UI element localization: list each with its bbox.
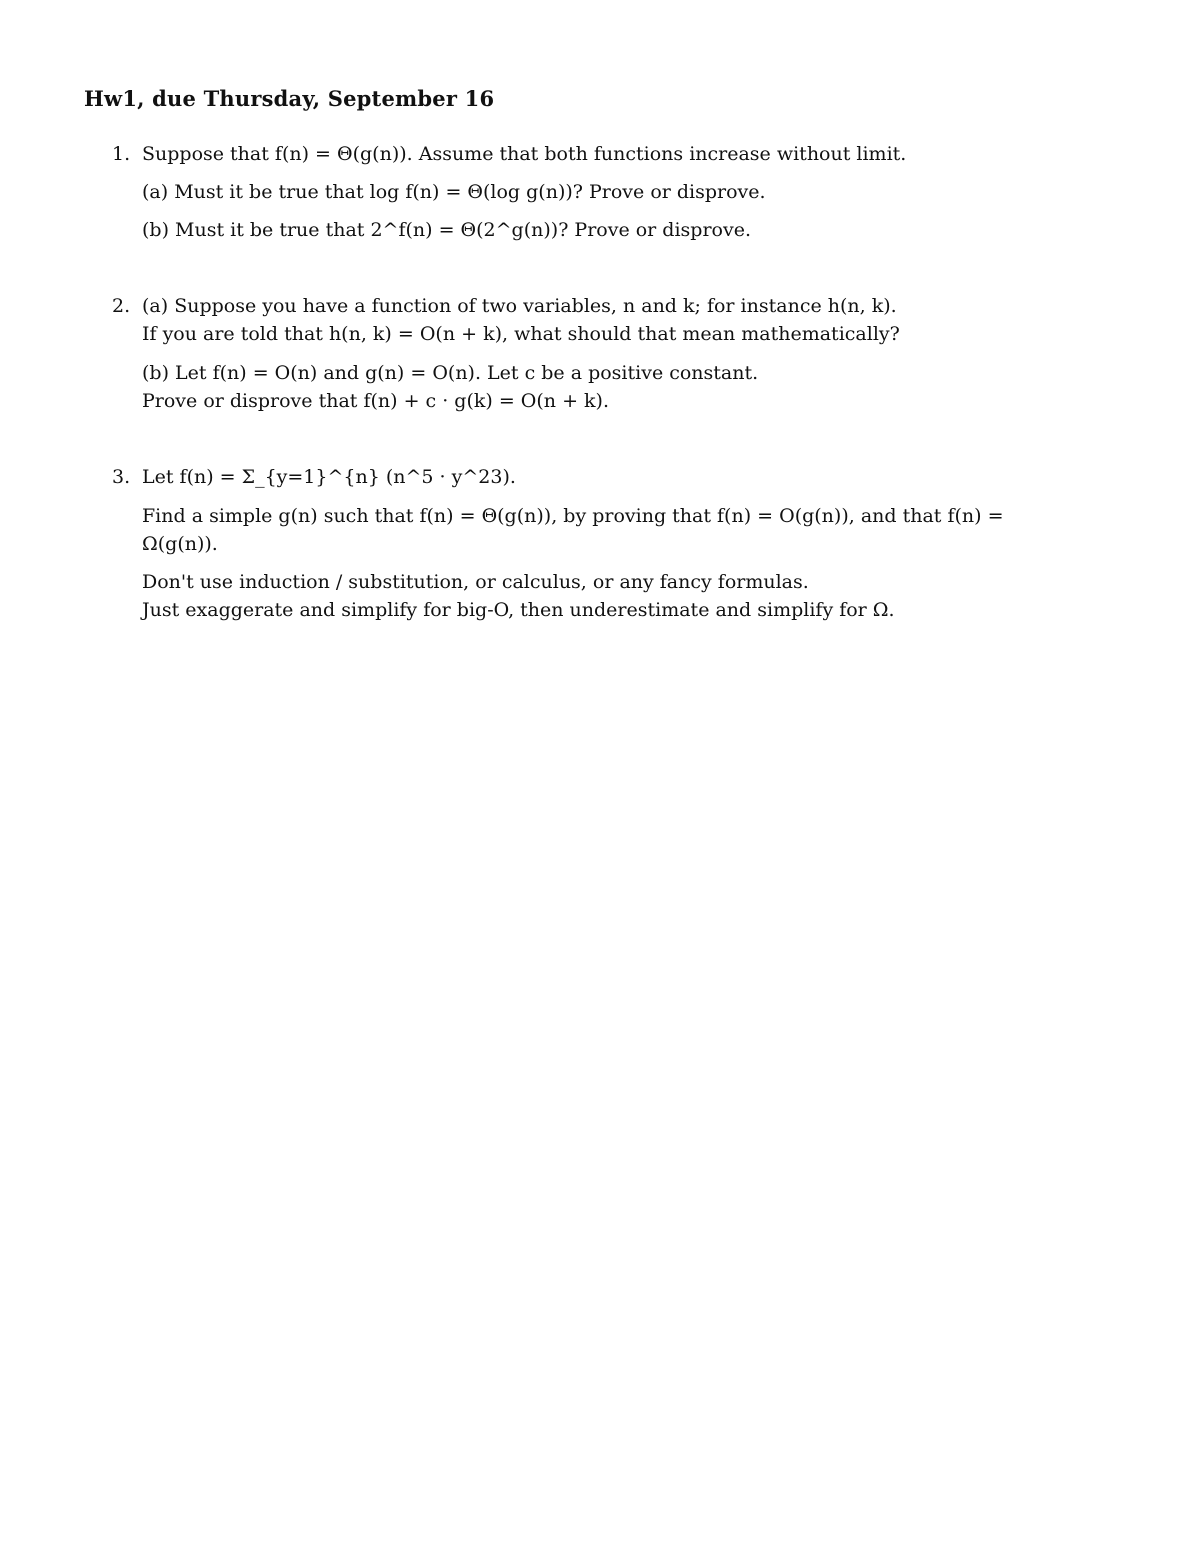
- problem-1-number: 1.: [112, 143, 131, 165]
- problem-3-line-4: Don't use induction / substitution, or calculus, or any fancy formulas.: [142, 571, 809, 593]
- problem-2-part-b-line-1: (b) Let f(n) = O(n) and g(n) = O(n). Let c be a positive constant.: [142, 362, 759, 384]
- problem-3-line-2: Find a simple g(n) such that f(n) = Θ(g(n)), by proving that f(n) = O(g(n)), and that f(n) =: [142, 505, 1004, 527]
- problem-3-line-3: Ω(g(n)).: [142, 533, 218, 555]
- problem-1-part-b: (b) Must it be true that 2^f(n) = Θ(2^g(n))? Prove or disprove.: [142, 219, 751, 241]
- problem-3-number: 3.: [112, 466, 131, 488]
- problem-1-part-a: (a) Must it be true that log f(n) = Θ(log g(n))? Prove or disprove.: [142, 181, 766, 203]
- page-title: Hw1, due Thursday, September 16: [84, 86, 495, 111]
- problem-2-number: 2.: [112, 295, 131, 317]
- problem-1-line-1: Suppose that f(n) = Θ(g(n)). Assume that both functions increase without limit.: [142, 143, 907, 165]
- problem-3-line-5: Just exaggerate and simplify for big-O, then underestimate and simplify for Ω.: [142, 599, 895, 621]
- problem-2-part-a-line-1: (a) Suppose you have a function of two variables, n and k; for instance h(n, k).: [142, 295, 897, 317]
- problem-3-line-1: Let f(n) = Σ_{y=1}^{n} (n^5 · y^23).: [142, 466, 516, 488]
- problem-2-part-b-line-2: Prove or disprove that f(n) + c · g(k) = O(n + k).: [142, 390, 609, 412]
- problem-2-part-a-line-2: If you are told that h(n, k) = O(n + k), what should that mean mathematically?: [142, 323, 900, 345]
